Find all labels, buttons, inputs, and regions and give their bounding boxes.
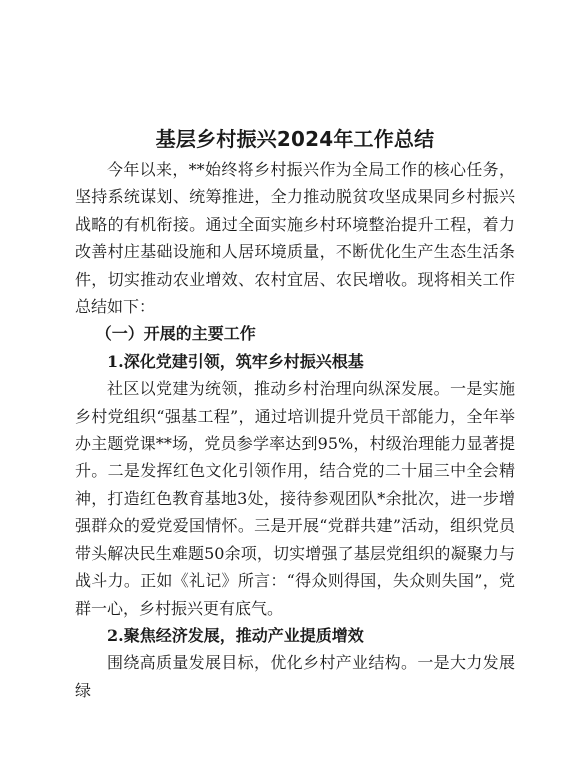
- subsection-heading-1: 1.深化党建引领，筑牢乡村振兴根基: [107, 351, 364, 371]
- section-heading: （一）开展的主要工作: [95, 324, 256, 344]
- document-page: [75, 124, 515, 704]
- document-title: 基层乡村振兴2024年工作总结: [155, 127, 435, 151]
- subsection-body-1: 社区以党建为统领，推动乡村治理向纵深发展。一是实施乡村党组织“强基工程”，通过培训提升党员干部能力，全年举办主题党课**场，党员参学率达到95%，村级治理能力显著提升。二是发挥红色文化引领作用，结合党的二十届三中全会精神，打造红色教育基地3处，接待参观团队*余批次，进一步增强群众的爱党爱国情怀。三是开展“党群共建”活动，组织党员带头解决民生难题50余项，切实增强了基层党组织的凝聚力与战斗力。正如《礼记》所言：“得众则得国，失众则失国”，党群一心，乡村振兴更有底气。: [75, 379, 515, 618]
- subsection-heading-2: 2.聚焦经济发展，推动产业提质增效: [107, 625, 364, 645]
- subsection-body-2: 围绕高质量发展目标，优化乡村产业结构。一是大力发展绿: [75, 653, 515, 700]
- intro-paragraph: 今年以来，**始终将乡村振兴作为全局工作的核心任务，坚持系统谋划、统筹推进，全力推动脱贫攻坚成果同乡村振兴战略的有机衔接。通过全面实施乡村环境整治提升工程，着力改善村庄基础设施和人居环境质量，不断优化生产生态生活条件，切实推动农业增效、农村宜居、农民增收。现将相关工作总结如下：: [75, 160, 515, 317]
